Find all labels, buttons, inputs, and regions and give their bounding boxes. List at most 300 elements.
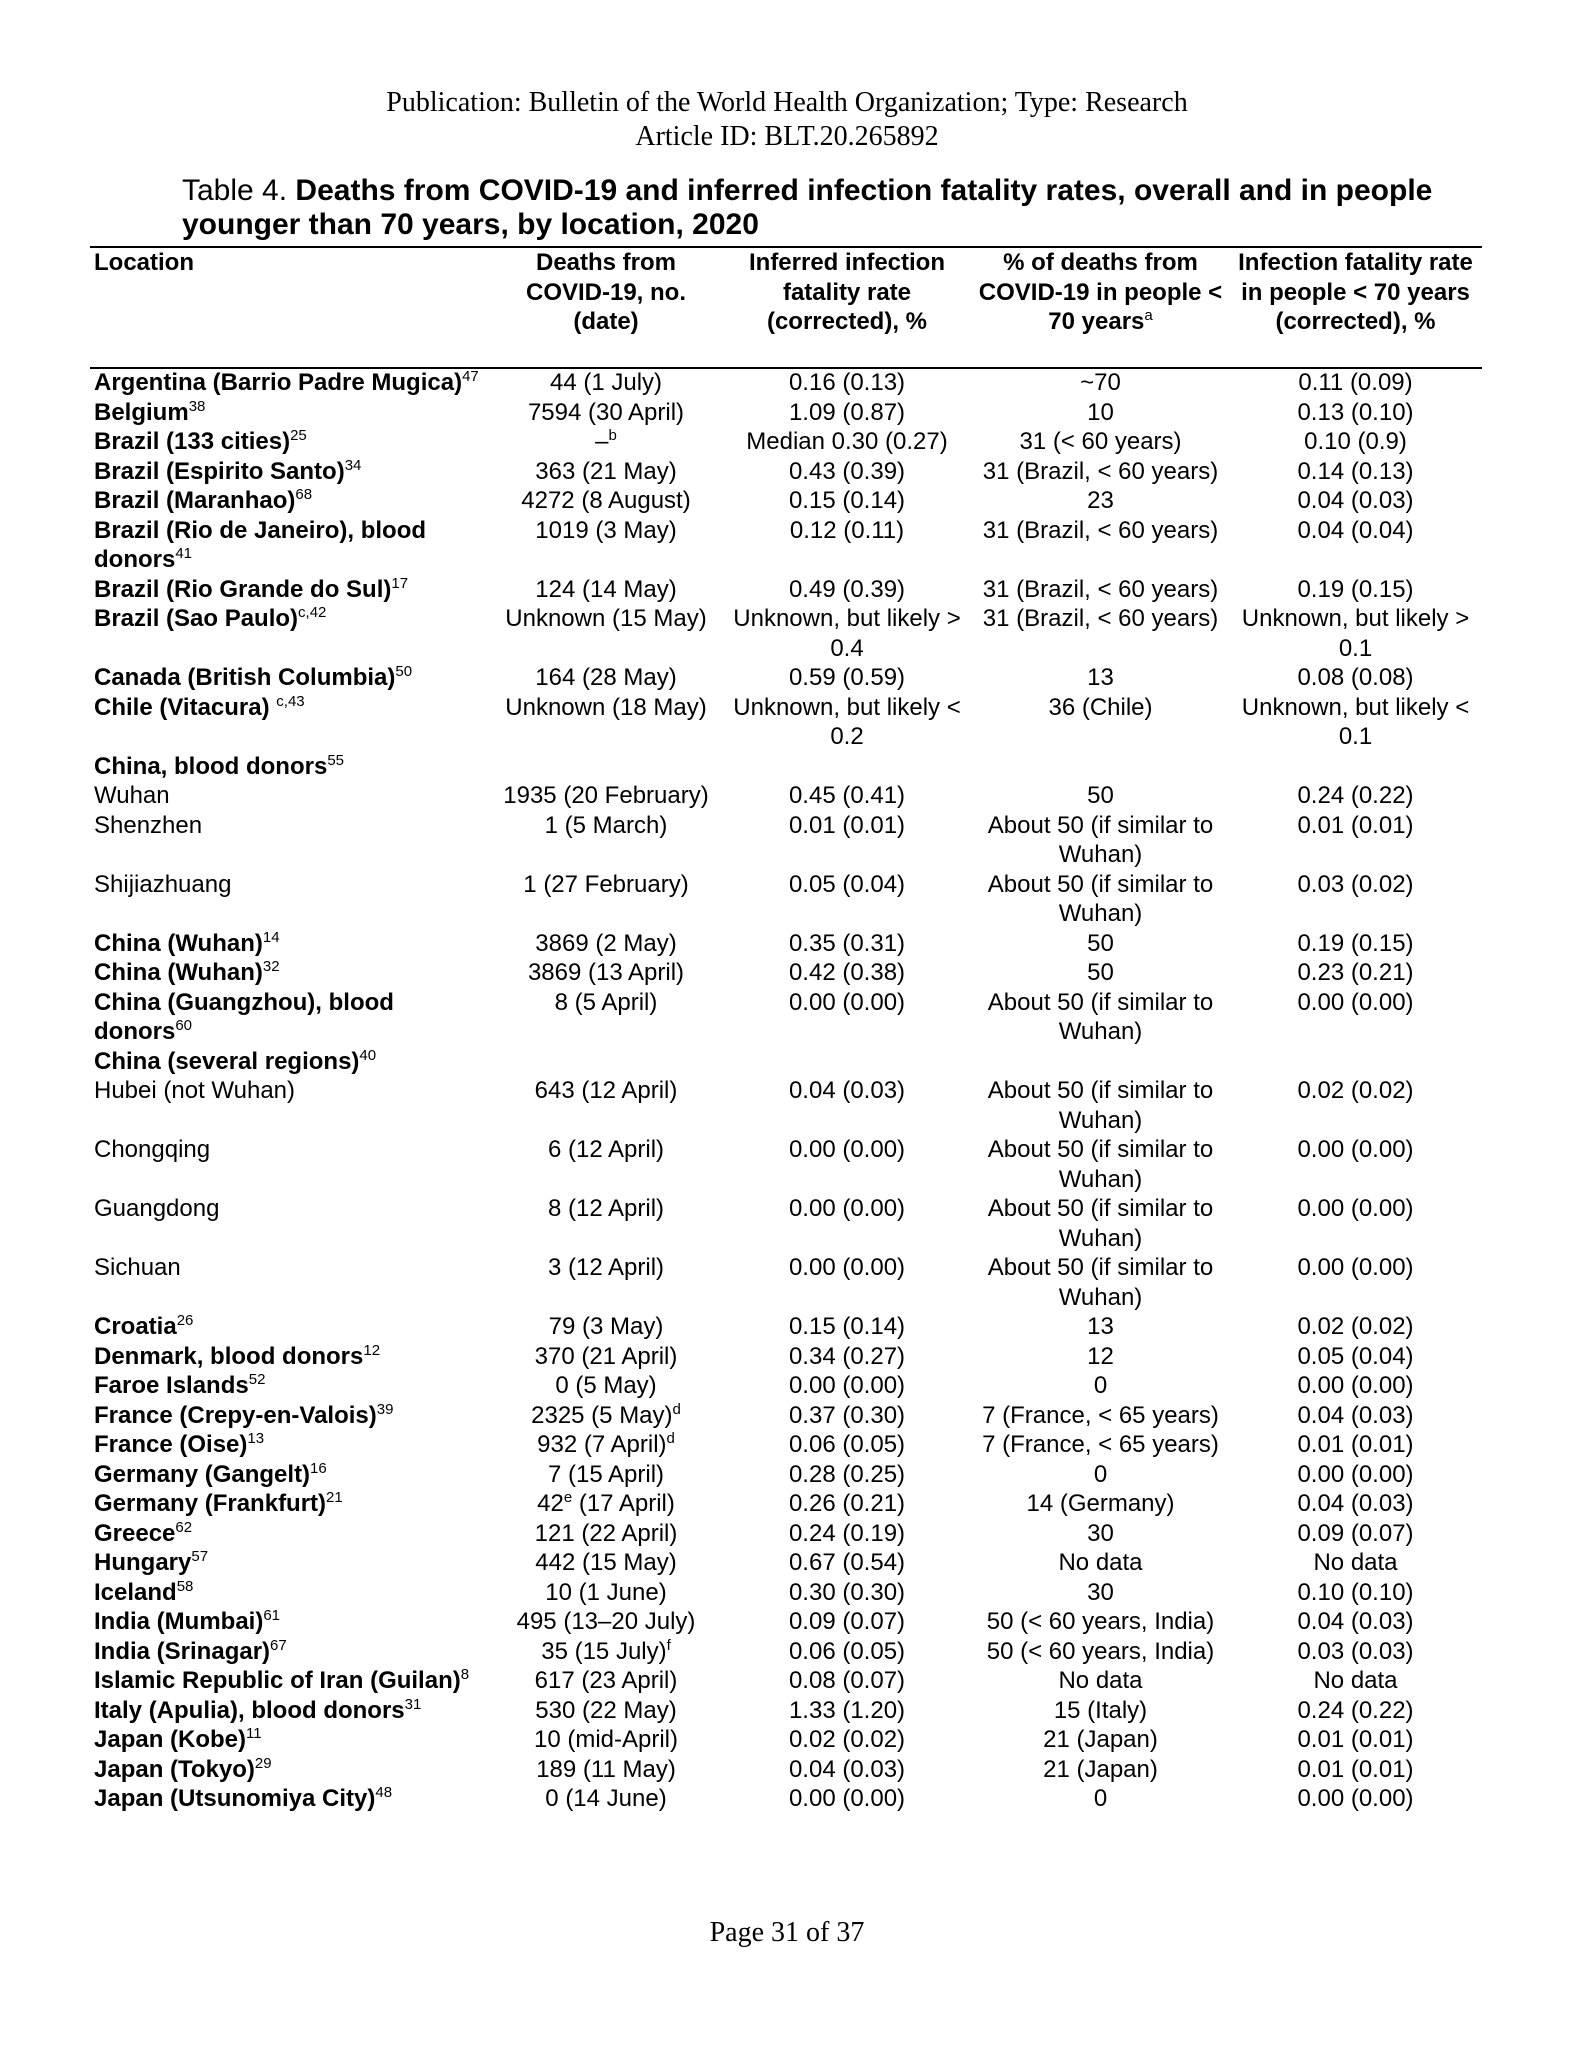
location-name: Shenzhen: [94, 811, 203, 839]
publication-line: Publication: Bulletin of the World Health Organization; Type: Research: [386, 87, 1188, 118]
ifr-cell: Unknown, but likely > 0.4: [733, 605, 961, 662]
deaths-cell: [490, 516, 722, 575]
deaths-cell: [490, 368, 722, 398]
pct-under70-cell: 30: [1087, 1519, 1114, 1547]
table-row: [90, 457, 1482, 487]
location-cell: [90, 427, 490, 457]
deaths-cell: [490, 988, 722, 1047]
ifr-under70-cell: 0.24 (0.22): [1297, 1696, 1414, 1724]
location-cell: [90, 1666, 490, 1696]
deaths-value: 7594 (30 April): [527, 398, 685, 426]
header-row: [90, 248, 1482, 368]
deaths-footnote: d: [672, 1400, 681, 1418]
ifr-under70-cell: Unknown, but likely > 0.1: [1241, 605, 1470, 662]
pct-under70-cell: [972, 752, 1229, 782]
table-row: [90, 781, 1482, 811]
reference-number: 14: [262, 928, 280, 946]
table-row: [90, 1312, 1482, 1342]
deaths-value: 1 (27 February): [523, 870, 689, 898]
ifr-cell: Unknown, but likely < 0.2: [733, 693, 961, 750]
reference-number: 31: [404, 1695, 422, 1713]
reference-number: 47: [462, 368, 479, 385]
pct-under70-cell: No data: [1058, 1549, 1143, 1576]
table-row: [90, 1548, 1482, 1578]
reference-number: 29: [254, 1754, 272, 1772]
location-cell: [90, 486, 490, 516]
pct-under70-cell: 31 (Brazil, < 60 years): [982, 457, 1219, 485]
location-cell: [90, 1430, 490, 1460]
deaths-cell: [490, 929, 722, 959]
pct-under70-cell: 0: [1093, 1785, 1108, 1812]
deaths-value: 1019 (3 May): [535, 516, 677, 544]
location-name: Chongqing: [94, 1136, 211, 1163]
ifr-cell: 0.28 (0.25): [788, 1460, 906, 1488]
ifr-under70-cell: 0.04 (0.03): [1297, 1401, 1414, 1429]
reference-number: 38: [188, 397, 206, 415]
deaths-value: 0 (14 June): [545, 1785, 667, 1812]
location-cell: [90, 929, 490, 959]
location-name: Brazil (133 cities): [94, 428, 291, 455]
deaths-value: 0 (5 May): [555, 1372, 657, 1399]
table-row: [90, 988, 1482, 1047]
pct-under70-cell: About 50 (if similar to Wuhan): [987, 811, 1214, 868]
location-cell: [90, 958, 490, 988]
ifr-under70-cell: 0.02 (0.02): [1297, 1313, 1414, 1340]
reference-number: 48: [375, 1784, 393, 1801]
ifr-under70-cell: 0.19 (0.15): [1297, 575, 1414, 603]
reference-number: 57: [191, 1548, 209, 1565]
location-name: China (Wuhan): [94, 959, 263, 986]
deaths-value: Unknown (18 May): [505, 693, 707, 721]
reference-number: 61: [263, 1607, 281, 1624]
table-row: [90, 1666, 1482, 1696]
ifr-cell: 0.59 (0.59): [788, 664, 906, 691]
location-cell: [90, 604, 490, 663]
deaths-cell: [490, 604, 722, 663]
ifr-under70-cell: 0.01 (0.01): [1297, 1755, 1414, 1783]
table-row: [90, 1401, 1482, 1431]
ifr-cell: 0.06 (0.05): [788, 1431, 906, 1458]
location-cell: [90, 811, 490, 870]
ifr-under70-cell: 0.08 (0.08): [1297, 664, 1414, 691]
pct-under70-cell: 21 (Japan): [1043, 1726, 1158, 1753]
location-cell: [90, 988, 490, 1047]
deaths-value: 44 (1 July): [549, 369, 663, 396]
deaths-value: 617 (23 April): [534, 1667, 678, 1694]
deaths-cell: [490, 1666, 722, 1696]
location-cell: [90, 1371, 490, 1401]
deaths-cell: [490, 1607, 722, 1637]
deaths-cell: [490, 1076, 722, 1135]
pct-under70-cell: 10: [1087, 398, 1114, 426]
deaths-cell: [490, 1696, 722, 1726]
reference-number: 39: [376, 1400, 394, 1418]
deaths-value: 124 (14 May): [535, 575, 677, 603]
location-cell: [90, 1047, 490, 1077]
location-name: Hungary: [94, 1549, 192, 1576]
location-name: Brazil (Rio de Janeiro), blood donors: [94, 516, 427, 573]
col-header-ifr: Inferred infection fatality rate (corrected), %: [748, 249, 946, 335]
deaths-cell: [490, 1371, 722, 1401]
ifr-cell: 0.42 (0.38): [788, 959, 906, 986]
location-name: France (Oise): [94, 1431, 248, 1458]
deaths-value: 10 (1 June): [545, 1578, 667, 1606]
pct-under70-cell: No data: [1058, 1667, 1143, 1694]
deaths-cell: [490, 1194, 722, 1253]
col-header-deaths: Deaths from COVID-19, no. (date): [525, 249, 687, 335]
table-row: [90, 1371, 1482, 1401]
location-name: Guangdong: [94, 1195, 220, 1222]
table-row: [90, 929, 1482, 959]
pct-under70-cell: 7 (France, < 65 years): [982, 1431, 1219, 1458]
deaths-value: 495 (13–20 July): [516, 1608, 696, 1635]
location-cell: [90, 1519, 490, 1549]
reference-number: 50: [395, 663, 413, 680]
pct-under70-cell: 50 (< 60 years, India): [986, 1637, 1215, 1665]
table-row: [90, 1696, 1482, 1726]
location-name: Iceland: [94, 1578, 177, 1606]
table-row: [90, 693, 1482, 752]
deaths-value: 643 (12 April): [534, 1077, 678, 1104]
location-cell: [90, 368, 490, 398]
ifr-cell: 0.15 (0.14): [788, 1313, 906, 1340]
table-row: [90, 1253, 1482, 1312]
location-cell: [90, 1696, 490, 1726]
pct-under70-cell: 15 (Italy): [1053, 1696, 1148, 1724]
ifr-under70-cell: 0.01 (0.01): [1297, 1726, 1414, 1753]
ifr-cell: 0.49 (0.39): [788, 575, 906, 603]
deaths-value: 1 (5 March): [544, 811, 668, 839]
reference-number: 17: [391, 574, 409, 592]
pct-under70-cell: 13: [1087, 1313, 1114, 1340]
deaths-value: Unknown (15 May): [505, 605, 707, 632]
pct-under70-cell: 23: [1087, 487, 1114, 514]
ifr-cell: 0.00 (0.00): [788, 1254, 906, 1281]
deaths-value: 2325 (5 May): [531, 1401, 673, 1429]
ifr-cell: 0.00 (0.00): [788, 988, 906, 1016]
location-cell: [90, 781, 490, 811]
location-cell: [90, 1548, 490, 1578]
deaths-value: 1935 (20 February): [503, 782, 709, 809]
reference-number: 52: [248, 1371, 266, 1388]
ifr-cell: [722, 1047, 972, 1077]
location-cell: [90, 1755, 490, 1785]
table-row: [90, 1194, 1482, 1253]
location-cell: [90, 663, 490, 693]
location-name: Germany (Gangelt): [94, 1460, 311, 1488]
deaths-cell: [490, 1784, 722, 1814]
location-name: Argentina (Barrio Padre Mugica): [94, 369, 463, 396]
location-cell: [90, 870, 490, 929]
location-name: Faroe Islands: [94, 1372, 249, 1399]
reference-number: 40: [359, 1046, 377, 1064]
ifr-under70-cell: Unknown, but likely < 0.1: [1241, 693, 1470, 750]
table-caption: [182, 174, 1482, 242]
pct-under70-cell: 30: [1087, 1578, 1114, 1606]
deaths-footnote: d: [666, 1430, 675, 1447]
table-row: [90, 1784, 1482, 1814]
data-table: [90, 248, 1482, 1814]
ifr-under70-cell: 0.00 (0.00): [1297, 1136, 1414, 1163]
publication-header: [0, 86, 1574, 154]
location-name: Canada (British Columbia): [94, 664, 396, 691]
reference-number: 58: [176, 1577, 194, 1595]
ifr-under70-cell: 0.00 (0.00): [1297, 1372, 1414, 1399]
location-cell: [90, 1725, 490, 1755]
ifr-cell: 0.24 (0.19): [788, 1519, 906, 1547]
ifr-cell: 0.30 (0.30): [788, 1578, 906, 1606]
pct-under70-cell: 36 (Chile): [1048, 693, 1153, 721]
ifr-under70-cell: 0.01 (0.01): [1297, 1431, 1414, 1458]
ifr-cell: 1.09 (0.87): [788, 398, 906, 426]
ifr-cell: 0.00 (0.00): [788, 1136, 906, 1163]
deaths-cell: [490, 1430, 722, 1460]
deaths-value: 4272 (8 August): [521, 487, 691, 514]
pct-under70-cell: 50: [1087, 782, 1114, 809]
table-row: [90, 604, 1482, 663]
location-cell: [90, 398, 490, 428]
reference-number: c,43: [276, 692, 305, 710]
table-number: Table 4.: [182, 174, 296, 207]
ifr-under70-cell: 0.24 (0.22): [1297, 782, 1414, 809]
ifr-cell: [722, 752, 972, 782]
reference-number: 26: [176, 1312, 194, 1329]
reference-number: 67: [270, 1636, 287, 1654]
ifr-under70-cell: 0.05 (0.04): [1297, 1342, 1414, 1370]
deaths-cell: [490, 1519, 722, 1549]
location-name: Belgium: [94, 398, 189, 426]
reference-number: 55: [327, 751, 344, 769]
deaths-cell: [490, 1135, 722, 1194]
ifr-under70-cell: 0.09 (0.07): [1297, 1519, 1414, 1547]
deaths-cell: [490, 1489, 722, 1519]
location-cell: [90, 457, 490, 487]
table-row: [90, 1047, 1482, 1077]
location-cell: [90, 752, 490, 782]
deaths-cell: [490, 811, 722, 870]
location-name: Brazil (Maranhao): [94, 487, 296, 514]
ifr-under70-cell: 0.04 (0.03): [1297, 487, 1414, 514]
deaths-value: 363 (21 May): [535, 457, 677, 485]
location-name: Shijiazhuang: [94, 870, 232, 898]
ifr-under70-cell: 0.03 (0.02): [1297, 870, 1414, 898]
deaths-cell: [490, 1460, 722, 1490]
ifr-under70-cell: 0.04 (0.03): [1297, 1490, 1414, 1517]
location-name: Brazil (Espirito Santo): [94, 457, 345, 485]
table-row: [90, 398, 1482, 428]
location-name: India (Mumbai): [94, 1608, 264, 1635]
deaths-cell: [490, 575, 722, 605]
location-name: Islamic Republic of Iran (Guilan): [94, 1667, 461, 1694]
deaths-footnote: b: [608, 427, 617, 444]
ifr-cell: 0.06 (0.05): [788, 1637, 906, 1665]
deaths-cell: [490, 1725, 722, 1755]
ifr-cell: 0.37 (0.30): [788, 1401, 906, 1429]
reference-number: 60: [175, 1017, 193, 1034]
reference-number: 68: [295, 486, 313, 503]
ifr-cell: 0.00 (0.00): [788, 1195, 906, 1222]
deaths-value: 3 (12 April): [547, 1254, 665, 1281]
table-row: [90, 1755, 1482, 1785]
ifr-cell: 0.67 (0.54): [788, 1549, 906, 1576]
pct-under70-cell: About 50 (if similar to Wuhan): [987, 1195, 1214, 1252]
deaths-cell: [490, 781, 722, 811]
ifr-under70-cell: 0.03 (0.03): [1297, 1637, 1414, 1665]
ifr-under70-cell: 0.00 (0.00): [1297, 1785, 1414, 1812]
reference-number: 62: [175, 1518, 193, 1536]
deaths-cell: [490, 752, 722, 782]
pct-under70-cell: About 50 (if similar to Wuhan): [987, 988, 1214, 1045]
location-name: China (Guangzhou), blood donors: [94, 988, 394, 1045]
table-row: [90, 1460, 1482, 1490]
reference-number: 21: [326, 1489, 343, 1506]
deaths-value: 79 (3 May): [548, 1313, 664, 1340]
location-name: Sichuan: [94, 1254, 181, 1281]
location-cell: [90, 1253, 490, 1312]
reference-number: 12: [363, 1341, 381, 1359]
ifr-cell: 0.04 (0.03): [788, 1077, 906, 1104]
location-cell: [90, 693, 490, 752]
ifr-under70-cell: 0.19 (0.15): [1297, 929, 1414, 957]
pct-under70-cell: 50 (< 60 years, India): [986, 1608, 1215, 1635]
ifr-under70-cell: 0.00 (0.00): [1297, 1460, 1414, 1488]
location-cell: [90, 1578, 490, 1608]
location-name: Brazil (Sao Paulo): [94, 605, 299, 632]
reference-number: 8: [460, 1666, 470, 1683]
table-row: [90, 958, 1482, 988]
deaths-value: 530 (22 May): [535, 1696, 677, 1724]
location-cell: [90, 1607, 490, 1637]
deaths-value: 3869 (13 April): [527, 959, 685, 986]
pct-under70-cell: 31 (Brazil, < 60 years): [982, 516, 1219, 544]
table-row: [90, 516, 1482, 575]
ifr-under70-cell: [1229, 752, 1482, 782]
deaths-cell: [490, 1253, 722, 1312]
location-cell: [90, 1135, 490, 1194]
deaths-value: 35 (15 July): [541, 1637, 667, 1665]
pct-under70-cell: About 50 (if similar to Wuhan): [987, 1254, 1214, 1311]
location-cell: [90, 1194, 490, 1253]
deaths-footnote: f: [666, 1636, 671, 1654]
deaths-value: 8 (12 April): [547, 1195, 665, 1222]
ifr-under70-cell: 0.13 (0.10): [1297, 398, 1414, 426]
ifr-cell: 1.33 (1.20): [788, 1696, 906, 1724]
ifr-cell: 0.15 (0.14): [788, 487, 906, 514]
location-name: Wuhan: [94, 782, 170, 809]
location-cell: [90, 1312, 490, 1342]
pct-under70-cell: About 50 (if similar to Wuhan): [987, 1077, 1214, 1134]
deaths-cell: [490, 1637, 722, 1667]
deaths-value: 164 (28 May): [535, 664, 677, 691]
pct-under70-cell: 14 (Germany): [1026, 1490, 1175, 1517]
ifr-cell: 0.16 (0.13): [788, 369, 906, 396]
ifr-cell: 0.00 (0.00): [788, 1372, 906, 1399]
table-row: [90, 368, 1482, 398]
table-row: [90, 1519, 1482, 1549]
table-row: [90, 1430, 1482, 1460]
col-header-pct-footnote: a: [1144, 307, 1153, 324]
table-title: Deaths from COVID-19 and inferred infection fatality rates, overall and in people younger than 70 years, by location, 2020: [182, 174, 1433, 241]
table-row: [90, 1489, 1482, 1519]
location-cell: [90, 1489, 490, 1519]
pct-under70-cell: 7 (France, < 65 years): [982, 1401, 1219, 1429]
reference-number: 34: [344, 456, 362, 474]
ifr-under70-cell: 0.00 (0.00): [1297, 988, 1414, 1016]
location-name: Hubei (not Wuhan): [94, 1077, 295, 1104]
pct-under70-cell: 50: [1087, 929, 1114, 957]
deaths-value: 8 (5 April): [554, 988, 658, 1016]
pct-under70-cell: 0: [1093, 1460, 1108, 1488]
table-row: [90, 575, 1482, 605]
ifr-under70-cell: 0.10 (0.9): [1304, 428, 1407, 455]
deaths-value: 189 (11 May): [536, 1755, 676, 1783]
table-row: [90, 1607, 1482, 1637]
location-name: Germany (Frankfurt): [94, 1490, 327, 1517]
deaths-cell: [490, 1047, 722, 1077]
ifr-cell: 0.04 (0.03): [788, 1755, 906, 1783]
pct-under70-cell: 13: [1087, 664, 1114, 691]
reference-number: 25: [290, 427, 307, 444]
ifr-cell: 0.01 (0.01): [788, 811, 906, 839]
deaths-cell: [490, 1755, 722, 1785]
location-name: Japan (Kobe): [94, 1726, 247, 1753]
deaths-value: 121 (22 April): [534, 1519, 678, 1547]
location-name: China, blood donors: [94, 752, 328, 780]
ifr-cell: 0.09 (0.07): [788, 1608, 906, 1635]
ifr-under70-cell: 0.02 (0.02): [1297, 1077, 1414, 1104]
ifr-under70-cell: 0.11 (0.09): [1298, 369, 1413, 396]
ifr-under70-cell: 0.00 (0.00): [1297, 1254, 1414, 1281]
table-row: [90, 427, 1482, 457]
pct-under70-cell: 21 (Japan): [1043, 1755, 1158, 1783]
pct-under70-cell: ~70: [1080, 369, 1121, 396]
location-name: Italy (Apulia), blood donors: [94, 1696, 405, 1724]
deaths-cell: [490, 870, 722, 929]
deaths-cell: [490, 457, 722, 487]
deaths-date: (17 April): [572, 1490, 675, 1517]
table-row: [90, 1578, 1482, 1608]
ifr-under70-cell: 0.14 (0.13): [1297, 457, 1414, 485]
deaths-cell: [490, 1548, 722, 1578]
pct-under70-cell: 31 (< 60 years): [1019, 428, 1182, 455]
table-body: [90, 368, 1482, 1814]
page-number: Page 31 of 37: [709, 1917, 865, 1948]
location-cell: [90, 575, 490, 605]
pct-under70-cell: 31 (Brazil, < 60 years): [982, 575, 1219, 603]
deaths-footnote: e: [563, 1489, 573, 1506]
location-name: Greece: [94, 1519, 176, 1547]
location-name: Brazil (Rio Grande do Sul): [94, 575, 392, 603]
deaths-value: 3869 (2 May): [535, 929, 677, 957]
table-row: [90, 1076, 1482, 1135]
table-row: [90, 752, 1482, 782]
deaths-cell: [490, 1342, 722, 1372]
location-name: China (Wuhan): [94, 929, 263, 957]
ifr-under70-cell: 0.04 (0.04): [1297, 516, 1414, 544]
table-row: [90, 1342, 1482, 1372]
table-row: [90, 1637, 1482, 1667]
location-name: Denmark, blood donors: [94, 1342, 364, 1370]
ifr-under70-cell: No data: [1313, 1549, 1398, 1576]
ifr-under70-cell: 0.01 (0.01): [1297, 811, 1414, 839]
reference-number: 13: [247, 1430, 265, 1447]
ifr-under70-cell: 0.23 (0.21): [1297, 959, 1414, 986]
ifr-under70-cell: [1229, 1047, 1482, 1077]
location-cell: [90, 1460, 490, 1490]
table-row: [90, 870, 1482, 929]
col-header-location: Location: [94, 249, 194, 276]
pct-under70-cell: 12: [1087, 1342, 1114, 1370]
